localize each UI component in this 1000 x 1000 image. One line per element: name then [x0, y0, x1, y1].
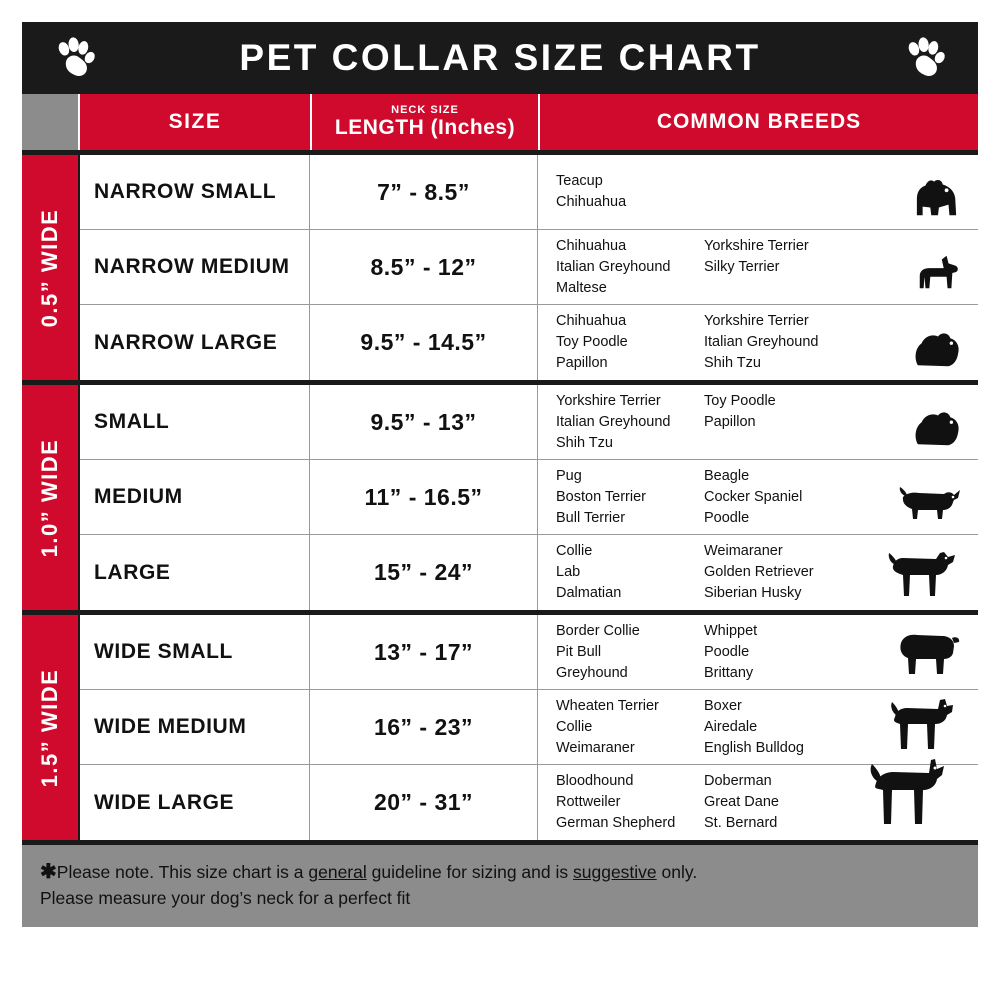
cell-length: 9.5” - 14.5”: [310, 305, 538, 380]
cell-breeds: [538, 385, 978, 459]
papillon-silhouette-icon: [908, 404, 966, 455]
footnote-underline-general: general: [308, 862, 367, 882]
breed-list-col2: [704, 171, 854, 213]
chart-header: [22, 22, 978, 94]
cell-breeds: [538, 155, 978, 229]
chihuahua-silhouette-icon: [908, 249, 966, 300]
table-row: [80, 305, 978, 380]
footnote-line-2: Please measure your dog’s neck for a perfect fit: [40, 888, 411, 908]
footnote-line-1: [40, 859, 960, 885]
column-header-neck-size: NECK SIZE: [391, 104, 459, 116]
group-label-narrow: [22, 155, 78, 380]
breed-list-col2: Weimaraner Golden Retriever Siberian Husky: [704, 543, 814, 601]
breed-list-col2: Yorkshire Terrier Silky Terrier: [704, 237, 809, 275]
group-label-wide: [22, 615, 78, 840]
cell-size: MEDIUM: [80, 460, 310, 534]
page-title: PET COLLAR SIZE CHART: [239, 37, 761, 78]
yorkie-silhouette-icon: [908, 174, 966, 225]
breed-list-col1: Yorkshire Terrier Italian Greyhound Shih Tzu: [556, 392, 671, 451]
bulldog-silhouette-icon: [890, 628, 966, 685]
column-header-size: SIZE: [78, 94, 310, 150]
group-label-text: 0.5” WIDE: [37, 208, 62, 327]
breed-list-col1: Border Collie Pit Bull Greyhound: [556, 622, 640, 681]
group-label-text: 1.0” WIDE: [37, 438, 62, 557]
breed-list-col1: Pug Boston Terrier Bull Terrier: [556, 467, 646, 526]
papillon-silhouette-icon: [908, 325, 966, 376]
cell-size: LARGE: [80, 535, 310, 610]
footnote-part3: only.: [656, 862, 698, 882]
column-header-breeds: COMMON BREEDS: [538, 94, 978, 150]
cell-length: 8.5” - 12”: [310, 230, 538, 304]
table-row: [80, 615, 978, 690]
cell-length: 9.5” - 13”: [310, 385, 538, 459]
beagle-silhouette-icon: [896, 485, 966, 530]
breed-list-col2: Doberman Great Dane St. Bernard: [704, 773, 779, 831]
cell-breeds: [538, 690, 978, 764]
breed-list-col2: Beagle Cocker Spaniel Poodle: [704, 467, 803, 526]
cell-size: NARROW LARGE: [80, 305, 310, 380]
group-rows-narrow: [78, 155, 978, 380]
breed-list-col2: Whippet Poodle Brittany: [704, 622, 758, 681]
group-label-standard: [22, 385, 78, 610]
breed-list-col1: Collie Lab Dalmatian: [556, 543, 622, 601]
cell-size: NARROW SMALL: [80, 155, 310, 229]
cell-size: WIDE SMALL: [80, 615, 310, 689]
cell-breeds: [538, 230, 978, 304]
footnote-part1: Please note. This size chart is a: [56, 862, 309, 882]
breed-list-col1: Wheaten Terrier Collie Weimaraner: [556, 697, 659, 756]
footnote-underline-suggestive: suggestive: [573, 862, 657, 882]
doberman-silhouette-icon: [862, 757, 966, 836]
table-row: [80, 460, 978, 535]
table-row: [80, 765, 978, 840]
breed-list-col2: Yorkshire Terrier Italian Greyhound Shih Tzu: [704, 313, 819, 371]
pet-collar-size-chart: [22, 22, 978, 927]
paw-print-icon: [902, 35, 948, 81]
cell-length: 11” - 16.5”: [310, 460, 538, 534]
cell-breeds: [538, 460, 978, 534]
footnote: [22, 840, 978, 927]
paw-print-icon: [52, 35, 98, 81]
table-row: [80, 690, 978, 765]
table-row: [80, 230, 978, 305]
group-standard: [22, 380, 978, 610]
breed-list-col1: Chihuahua Italian Greyhound Maltese: [556, 237, 671, 296]
corner-cell: [22, 94, 78, 150]
table-row: [80, 385, 978, 460]
footnote-part2: guideline for sizing and is: [366, 862, 573, 882]
cell-length: 13” - 17”: [310, 615, 538, 689]
breed-list-col1: Chihuahua Toy Poodle Papillon: [556, 313, 628, 371]
cell-length: 15” - 24”: [310, 535, 538, 610]
group-narrow: [22, 150, 978, 380]
boxer-silhouette-icon: [886, 695, 966, 760]
breed-list-col2: Boxer Airedale English Bulldog: [704, 697, 804, 756]
group-label-text: 1.5” WIDE: [37, 668, 62, 787]
group-wide: [22, 610, 978, 840]
cell-size: WIDE LARGE: [80, 765, 310, 840]
retriever-silhouette-icon: [888, 549, 966, 606]
cell-breeds: [538, 305, 978, 380]
table-row: [80, 155, 978, 230]
cell-breeds: [538, 615, 978, 689]
breed-list-col1: Teacup Chihuahua: [556, 173, 627, 210]
cell-size: WIDE MEDIUM: [80, 690, 310, 764]
table-column-headers: [22, 94, 978, 150]
column-header-length-main: LENGTH (Inches): [334, 116, 516, 139]
cell-breeds: [538, 535, 978, 610]
group-rows-wide: [78, 615, 978, 840]
column-header-length: [310, 94, 538, 150]
cell-size: SMALL: [80, 385, 310, 459]
cell-length: 16” - 23”: [310, 690, 538, 764]
asterisk-icon: ✱: [40, 861, 57, 883]
breed-list-col1: Bloodhound Rottweiler German Shepherd: [556, 773, 676, 831]
table-row: [80, 535, 978, 610]
cell-length: 20” - 31”: [310, 765, 538, 840]
cell-size: NARROW MEDIUM: [80, 230, 310, 304]
cell-length: 7” - 8.5”: [310, 155, 538, 229]
breed-list-col2: Toy Poodle Papillon: [704, 392, 776, 430]
cell-breeds: [538, 765, 978, 840]
group-rows-standard: [78, 385, 978, 610]
